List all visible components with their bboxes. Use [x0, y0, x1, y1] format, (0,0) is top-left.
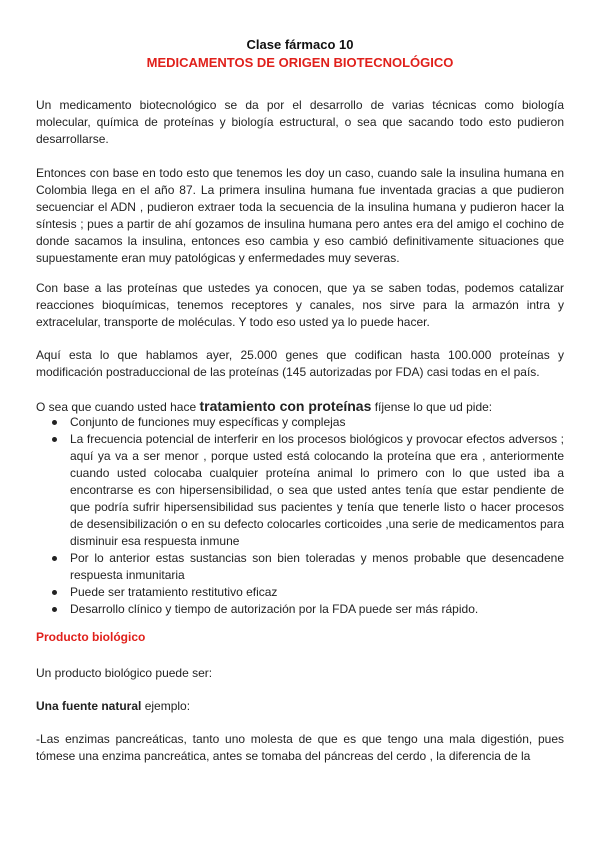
paragraph-genes: Aquí esta lo que hablamos ayer, 25.000 genes que codifican hasta 100.000 proteínas y modificación postraduccional de las proteínas (145 autorizadas por FDA) casi todas en el país.: [36, 348, 564, 379]
list-item-text: Por lo anterior estas sustancias son bien toleradas y menos probable que desencadene respuesta inmunitaria: [70, 551, 564, 582]
list-item: [70, 414, 564, 431]
list-item: [70, 550, 564, 584]
paragraph-proteins: Con base a las proteínas que ustedes ya conocen, que ya se saben todas, podemos catalizar reacciones bioquímicas, tenemos receptores y canales, nos sirve para la armazón intra y extracelular, transporte de moléculas. Y todo eso usted ya lo puede hacer.: [36, 281, 564, 329]
natural-source-label: Una fuente natural: [36, 699, 142, 713]
section-heading-biologic-product: Producto biológico: [36, 630, 146, 644]
paragraph-insulin: Entonces con base en todo esto que tenemos les doy un caso, cuando sale la insulina humana en Colombia llega en el año 87. La primera insulina humana fue inventada gracias a que pudieron secuenciar el ADN , pudieron extraer toda la secuencia de la insulina humana y pudieron hacer la síntesis ; pues a partir de ahí gozamos de insulina humana pero antes era del amigo el cochino de donde sacamos la insulina, entonces eso cambia y eso cambió definitivamente situaciones que supuestamente eran muy patológicas y enfermedades muy severas.: [36, 166, 564, 265]
treatment-text-pre: O sea que cuando usted hace: [36, 400, 200, 414]
bullet-dot-icon: [52, 607, 57, 612]
paragraph-intro: Un medicamento biotecnológico se da por el desarrollo de varias técnicas como biología molecular, química de proteínas y biología estructural, o sea que sacando todo esto pudieron desarrollarse.: [36, 98, 564, 146]
document-subtitle: MEDICAMENTOS DE ORIGEN BIOTECNOLÓGICO: [146, 55, 454, 70]
treatment-text-post: fíjense lo que ud pide:: [371, 400, 493, 414]
list-item: [70, 601, 564, 618]
list-item-text: Conjunto de funciones muy específicas y complejas: [70, 415, 346, 429]
list-item: [70, 431, 564, 550]
list-item-text: La frecuencia potencial de interferir en los procesos biológicos y provocar efectos adversos ; aquí ya va a ser menor , porque usted está colocando la proteína que era , anteriormente cuando usted colocaba cualquier proteína animal lo primero con lo que usted iba a encontrarse es con hipersensibilidad, o sea que usted antes tenía que estar pendiente de que podría sufrir hipersensibilidad sus pacientes y tenía que tenerle listo o hacer procesos de desensibilización o en su defecto colocarles corticoides ,una serie de medicamentos para disminuir esa respuesta inmune: [70, 432, 564, 548]
benefits-list: [36, 414, 564, 618]
document-title: Clase fármaco 10: [246, 37, 354, 52]
paragraph-natural-source: [36, 698, 564, 715]
paragraph-pancreatic-enzymes: -Las enzimas pancreáticas, tanto uno molesta de que es que tengo una mala digestión, pues tómese una enzima pancreática, antes se tomaba del páncreas del cerdo , la diferencia de la: [36, 732, 564, 763]
bullet-dot-icon: [52, 437, 57, 442]
list-item: [70, 584, 564, 601]
list-item-text: Puede ser tratamiento restitutivo eficaz: [70, 585, 278, 599]
treatment-highlight: tratamiento con proteínas: [199, 398, 372, 414]
list-item-text: Desarrollo clínico y tiempo de autorización por la FDA puede ser más rápido.: [70, 602, 479, 616]
bullet-dot-icon: [52, 556, 57, 561]
paragraph-biologic-intro: Un producto biológico puede ser:: [36, 666, 213, 680]
natural-source-rest: ejemplo:: [141, 699, 191, 713]
bullet-dot-icon: [52, 590, 57, 595]
bullet-dot-icon: [52, 420, 57, 425]
